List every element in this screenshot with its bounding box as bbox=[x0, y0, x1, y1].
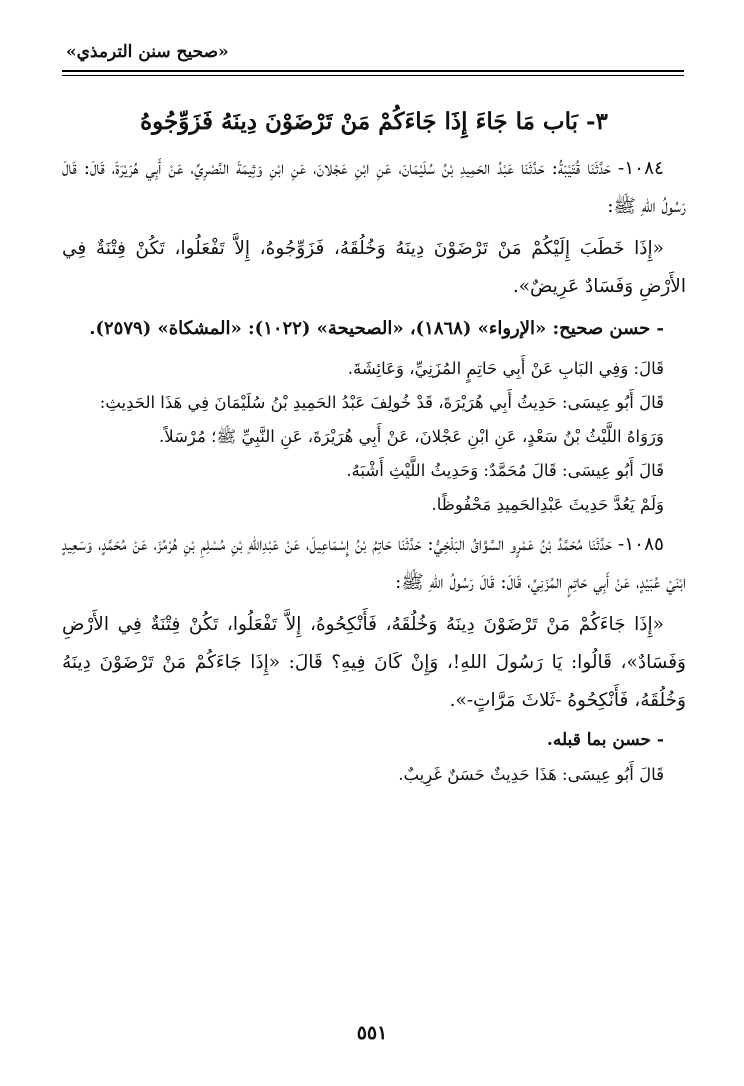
hadith-1084-comment-3: وَرَوَاهُ اللَّيْثُ بْنُ سَعْدٍ، عَنِ ابْنِ عَجْلانَ، عَنْ أَبِي هُرَيْرَةَ، عَنِ النَّبِيِّ ﷺ؛ مُرْسَلاً. bbox=[159, 427, 664, 446]
chapter-title: ٣- بَاب مَا جَاءَ إِذَا جَاءَكُمْ مَنْ تَرْضَوْنَ دِينَهُ فَزَوِّجُوهُ bbox=[140, 108, 608, 135]
hadith-1085-grade: - حسن بما قبله. bbox=[546, 730, 664, 750]
hadith-1084-comment-2: قَالَ أَبُو عِيسَى: حَدِيثُ أَبِي هُرَيْرَةَ، قَدْ خُولِفَ عَبْدُ الحَمِيدِ بْنُ سُلَيْمَانَ فِي هَذَا الحَدِيثِ: bbox=[99, 393, 664, 412]
header-rule-thick bbox=[62, 70, 684, 72]
running-title: «صحيح سنن الترمذي» bbox=[66, 42, 229, 62]
hadith-1085-isnad: ١٠٨٥- حَدَّثَنَا مُحَمَّدُ بْنُ عَمْرٍو السَّوَّاقُ البَلْخِيُّ: حَدَّثَنَا حَاتِمُ بْنُ إِسْمَاعِيلَ، عَنْ عَبْدِاللهِ بْنِ مُسْلِمِ بْنِ هُرْمُزَ، عَنْ مُحَمَّدٍ، وَسَعِيدٍ ابْنَيْ عُبَيْدٍ، عَنْ أَبِي حَاتِمٍ المُزَنِيِّ، قَالَ: قَالَ رَسُولُ اللهِ ﷺ: bbox=[62, 534, 686, 593]
hadith-1084-matn: «إِذَا خَطَبَ إِلَيْكُمْ مَنْ تَرْضَوْنَ دِينَهُ وَخُلُقَهُ، فَزَوِّجُوهُ، إِلاَّ تَفْعَلُوا، تَكُنْ فِتْنَةٌ فِي الأَرْضِ وَفَسَادٌ عَرِيضٌ». bbox=[62, 238, 686, 297]
hadith-1084-comment-5: وَلَمْ يَعُدَّ حَدِيثَ عَبْدِالحَمِيدِ مَحْفُوظًا. bbox=[431, 495, 664, 514]
hadith-1084-grade: - حسن صحيح: «الإرواء» (١٨٦٨)، «الصحيحة» (١٠٢٢): «المشكاة» (٢٥٧٩). bbox=[89, 318, 664, 339]
hadith-1084-comment-4: قَالَ أَبُو عِيسَى: قَالَ مُحَمَّدٌ: وَحَدِيثُ اللَّيْثِ أَشْبَهُ. bbox=[346, 461, 664, 480]
hadith-1084-isnad: ١٠٨٤- حَدَّثَنَا قُتَيْبَةُ: حَدَّثَنَا عَبْدُ الحَمِيدِ بْنُ سُلَيْمَانَ، عَنِ ابْنِ عَجْلانَ، عَنِ ابْنِ وَثِيمَةَ النَّصْرِيِّ، عَنْ أَبِي هُرَيْرَةَ، قَالَ: قَالَ رَسُولُ اللهِ ﷺ: bbox=[62, 158, 686, 217]
page-body bbox=[62, 100, 686, 792]
header-rule-thin bbox=[62, 75, 684, 76]
page-number: ٥٥١ bbox=[356, 1022, 388, 1044]
hadith-1084-comment-1: قَالَ: وَفِي البَابِ عَنْ أَبِي حَاتِمٍ المُزَنِيِّ، وَعَائِشَةَ. bbox=[347, 359, 664, 378]
hadith-1085-comment: قَالَ أَبُو عِيسَى: هَذَا حَدِيثٌ حَسَنٌ غَرِيبٌ. bbox=[398, 765, 664, 784]
hadith-1085-matn: «إِذَا جَاءَكُمْ مَنْ تَرْضَوْنَ دِينَهُ وَخُلُقَهُ، فَأَنْكِحُوهُ، إِلاَّ تَفْعَلُوا، تَكُنْ فِتْنَةٌ فِي الأَرْضِ وَفَسَادٌ»، قَالُوا: يَا رَسُولَ اللهِ!، وَإِنْ كَانَ فِيهِ؟ قَالَ: «إِذَا جَاءَكُمْ مَنْ تَرْضَوْنَ دِينَهُ وَخُلُقَهُ، فَأَنْكِحُوهُ -ثَلاثَ مَرَّاتٍ-». bbox=[62, 614, 686, 711]
